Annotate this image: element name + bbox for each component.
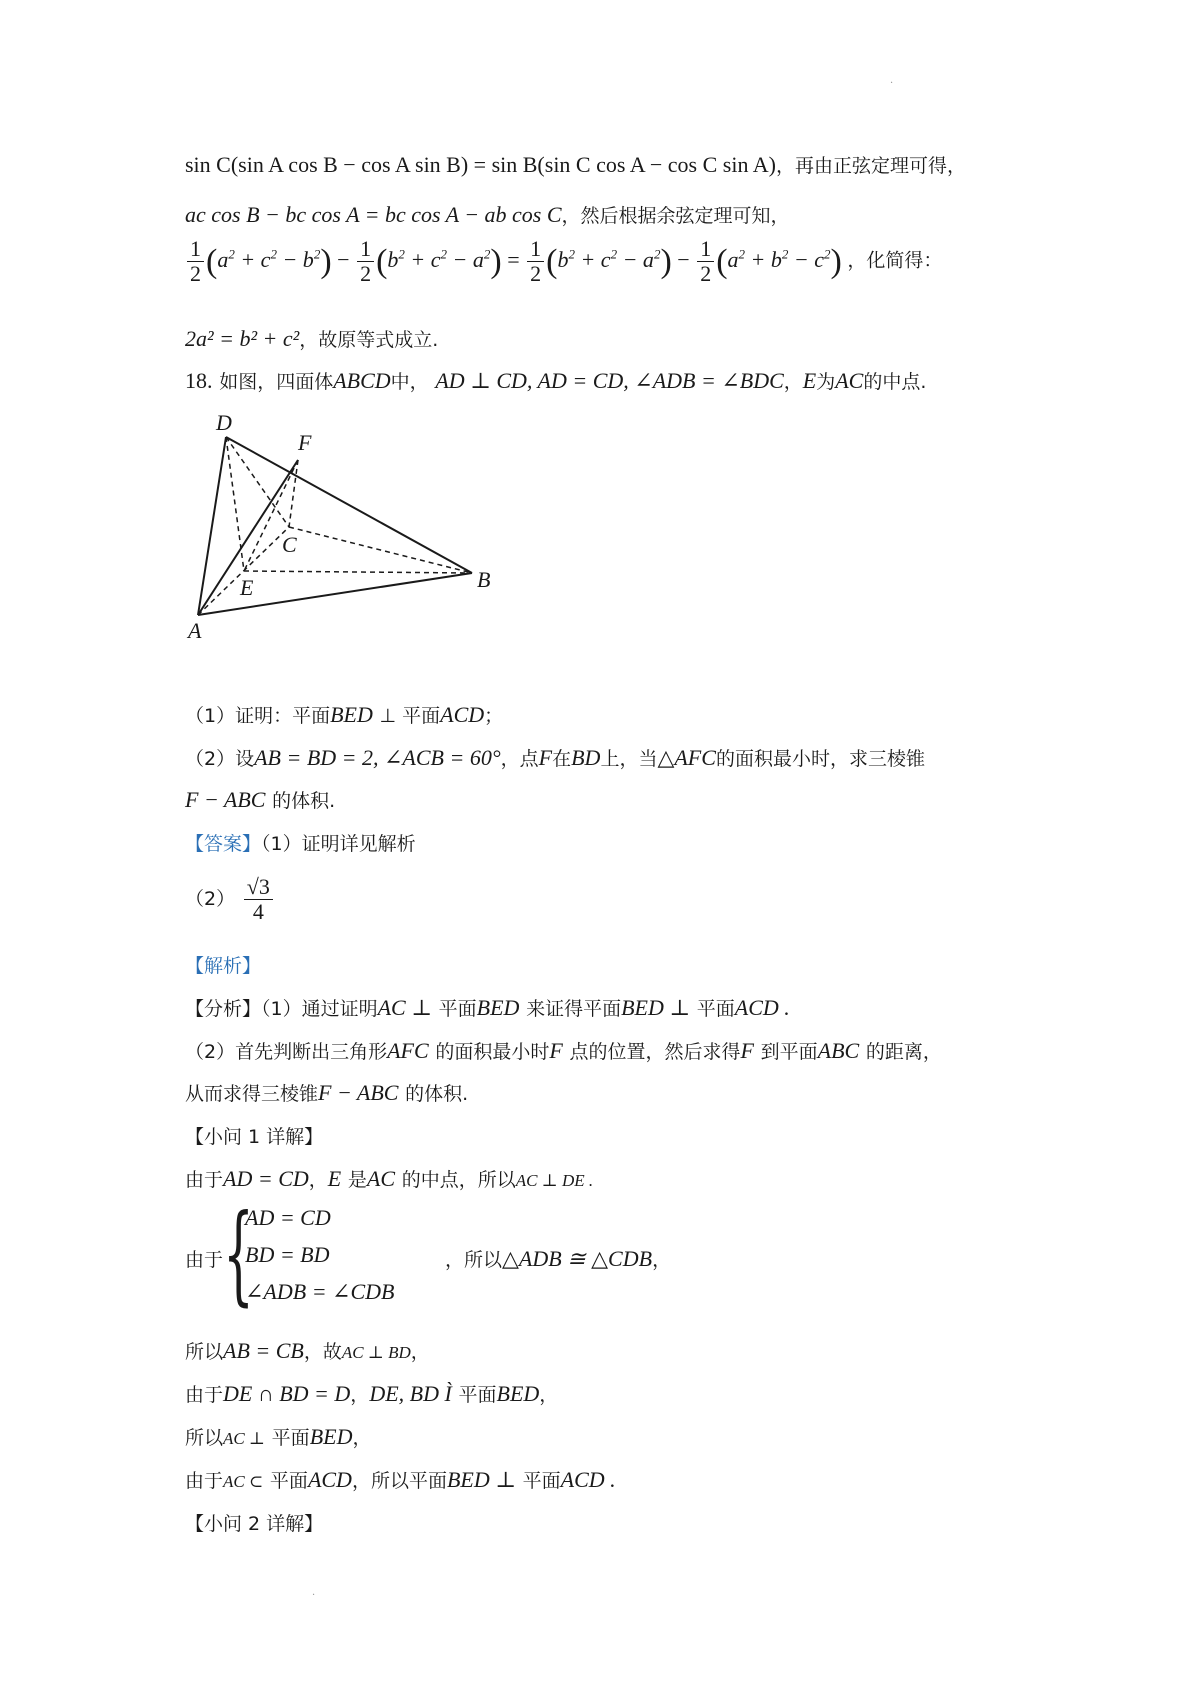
analysis-tag: 【解析】 [185,955,262,977]
answer-line-2 [185,875,275,924]
question-18-stem [185,366,926,397]
text: 的中点，所以 [401,1169,516,1191]
answer-line-1 [185,828,416,859]
derivation-line-2 [185,200,790,231]
text: 的体积. [405,1083,469,1105]
text: 所以 [185,1341,224,1363]
text: 由于 [185,1249,224,1271]
text: 【分析】 [185,998,262,1020]
text: （2）设 [185,748,255,770]
math: ABC [817,1038,860,1063]
math: F [549,1038,563,1063]
text: 平面 [271,1427,310,1449]
text: ⊥ 平面 [379,705,441,727]
text: ， [652,1249,672,1271]
bottom-mark: · [312,1590,316,1601]
math: F [740,1038,754,1063]
math-expression: sin C(sin A cos B − cos A sin B) = sin B(sin C cos A − cos C sin A) [185,152,776,177]
label-D: D [216,410,232,435]
sub1-line-3 [185,1379,558,1410]
derivation-line-4 [185,324,438,355]
analysis-tag-line [185,950,261,981]
text: （1）证明详见解析 [261,833,416,855]
math: AC ⊂ [223,1472,264,1491]
math: BED [496,1381,540,1406]
math: AC ⊥ [377,995,432,1020]
text: 由于 [185,1384,224,1406]
part-2-cont [185,785,335,816]
math: DE ∩ BD = D [223,1381,351,1406]
math-expression: 2a² = b² + c² [185,326,300,351]
math: F [538,745,553,770]
math: E [327,1166,342,1191]
text: ； [484,705,504,727]
text: ，故原等式成立. [299,329,439,351]
brace-icon: { [223,1192,254,1317]
text: 平面 [269,1470,308,1492]
label-B: B [477,567,491,592]
text: 所以 [185,1427,224,1449]
label-A: A [188,618,202,640]
math: BD [571,745,601,770]
sub1-tag-line [185,1121,323,1152]
math: AD ⊥ CD, AD = CD, ∠ADB = ∠BDC [435,368,784,393]
edge-DA [198,437,226,615]
text: 的体积. [272,790,336,812]
math: ACD . [560,1467,616,1492]
part-1 [185,700,503,731]
text: 上，当 [600,748,658,770]
text: ，所以平面 [351,1470,447,1492]
math: △ADB ≅ △CDB [502,1246,653,1271]
math: ACD . [734,995,790,1020]
sub2-tag: 【小问 2 详解】 [185,1513,324,1535]
math: BED [309,1424,353,1449]
text: 从而求得三棱锥 [185,1083,319,1105]
label-F: F [298,430,312,455]
math: AC [835,368,864,393]
text: ，再由正弦定理可得， [775,155,966,177]
text: ，所以 [445,1249,503,1271]
text: ， [308,1169,328,1191]
analysis-line-2 [185,1036,942,1067]
top-mark: · [890,78,894,89]
text: ， [539,1384,559,1406]
edge-EB [244,571,472,573]
text: 的面积最小时，求三棱锥 [715,748,925,770]
math: AB = CB [223,1338,304,1363]
math: E [802,368,817,393]
math: AFC [387,1038,429,1063]
label-C: C [282,532,297,557]
equation-row: BD = BD [245,1242,330,1267]
math: BED ⊥ [446,1467,516,1492]
derivation-line-1 [185,150,966,181]
text: ，故 [303,1341,342,1363]
math: F − ABC [185,787,266,812]
sub1-tag: 【小问 1 详解】 [185,1126,324,1148]
math: ACD [440,702,485,727]
edge-CB [289,527,472,573]
text: ，化简得： [847,249,943,272]
text: 的中点. [863,371,927,393]
sub2-tag-line [185,1508,323,1539]
analysis-line-3 [185,1078,468,1109]
text: ， [350,1384,370,1406]
math: ACD [307,1467,352,1492]
text: 点的位置，然后求得 [569,1041,741,1063]
text: （1）通过证明 [261,998,378,1020]
text: ，点 [500,748,539,770]
text: 平面 [696,998,735,1020]
text: 到平面 [760,1041,818,1063]
derivation-line-3: $\frac{1}{2}$ $(a^2 + c^2 - b^2)$ − $\frac{1}{2}$ $(b^2 + c^2 - a^2)$ = $\frac{1}{2}$ $(b^2 + c^2 - a^2)$ − $\frac{1}{2}$ $(a^2 + b^2 - c^2)$ ，化简得： [185,237,942,286]
equation-row: AD = CD [245,1205,331,1230]
math: △AFC [657,745,716,770]
text: 由于 [185,1470,224,1492]
edge-DC [226,437,289,527]
text: 平面 [522,1470,561,1492]
text: 在 [552,748,572,770]
math: ABCD [333,368,391,393]
analysis-line-1 [185,993,790,1024]
tetrahedron-figure [180,410,520,640]
sub1-line-4 [185,1422,371,1454]
answer-fraction: $\frac{√3}{4}$ [244,875,273,924]
text: （2）首先判断出三角形 [185,1041,388,1063]
equation-row: ∠ADB = ∠CDB [245,1279,395,1304]
text: ， [783,371,803,393]
math: AB = BD = 2, ∠ACB = 60° [254,745,501,770]
label-E: E [240,575,254,600]
text: 如图，四面体 [219,371,334,393]
part-2 [185,743,925,774]
question-number: 18. [185,368,213,393]
text: 为 [816,371,836,393]
text: （2） [185,888,236,910]
text: （1）证明：平面 [185,705,331,727]
text: 中， [390,371,429,393]
text: 的面积最小时 [435,1041,550,1063]
text: 由于 [185,1169,224,1191]
congruence-system [185,1192,685,1317]
text: ，然后根据余弦定理可知， [561,205,790,227]
edge-DE [226,437,244,571]
math: AC ⊥ BD [341,1343,411,1362]
math: DE, BD Ì [369,1381,452,1406]
text: 是 [347,1169,367,1191]
math-expression: ac cos B − bc cos A = bc cos A − ab cos C [185,202,562,227]
text: ， [352,1427,372,1449]
sub1-line-5 [185,1465,616,1497]
text: 来证得平面 [526,998,622,1020]
text: 的距离， [865,1041,942,1063]
sub1-line-2 [185,1336,430,1368]
math: F − ABC [318,1080,399,1105]
math: BED [330,702,373,727]
math: AC ⊥ [223,1429,265,1448]
math: BED ⊥ [621,995,691,1020]
text: 平面 [458,1384,497,1406]
text: ， [410,1341,430,1363]
math: AC [366,1166,396,1191]
math: AD = CD [223,1166,309,1191]
text: 平面 [438,998,477,1020]
math: AC ⊥ DE . [515,1171,594,1190]
answer-tag: 【答案】 [185,833,262,855]
math: BED [476,995,520,1020]
